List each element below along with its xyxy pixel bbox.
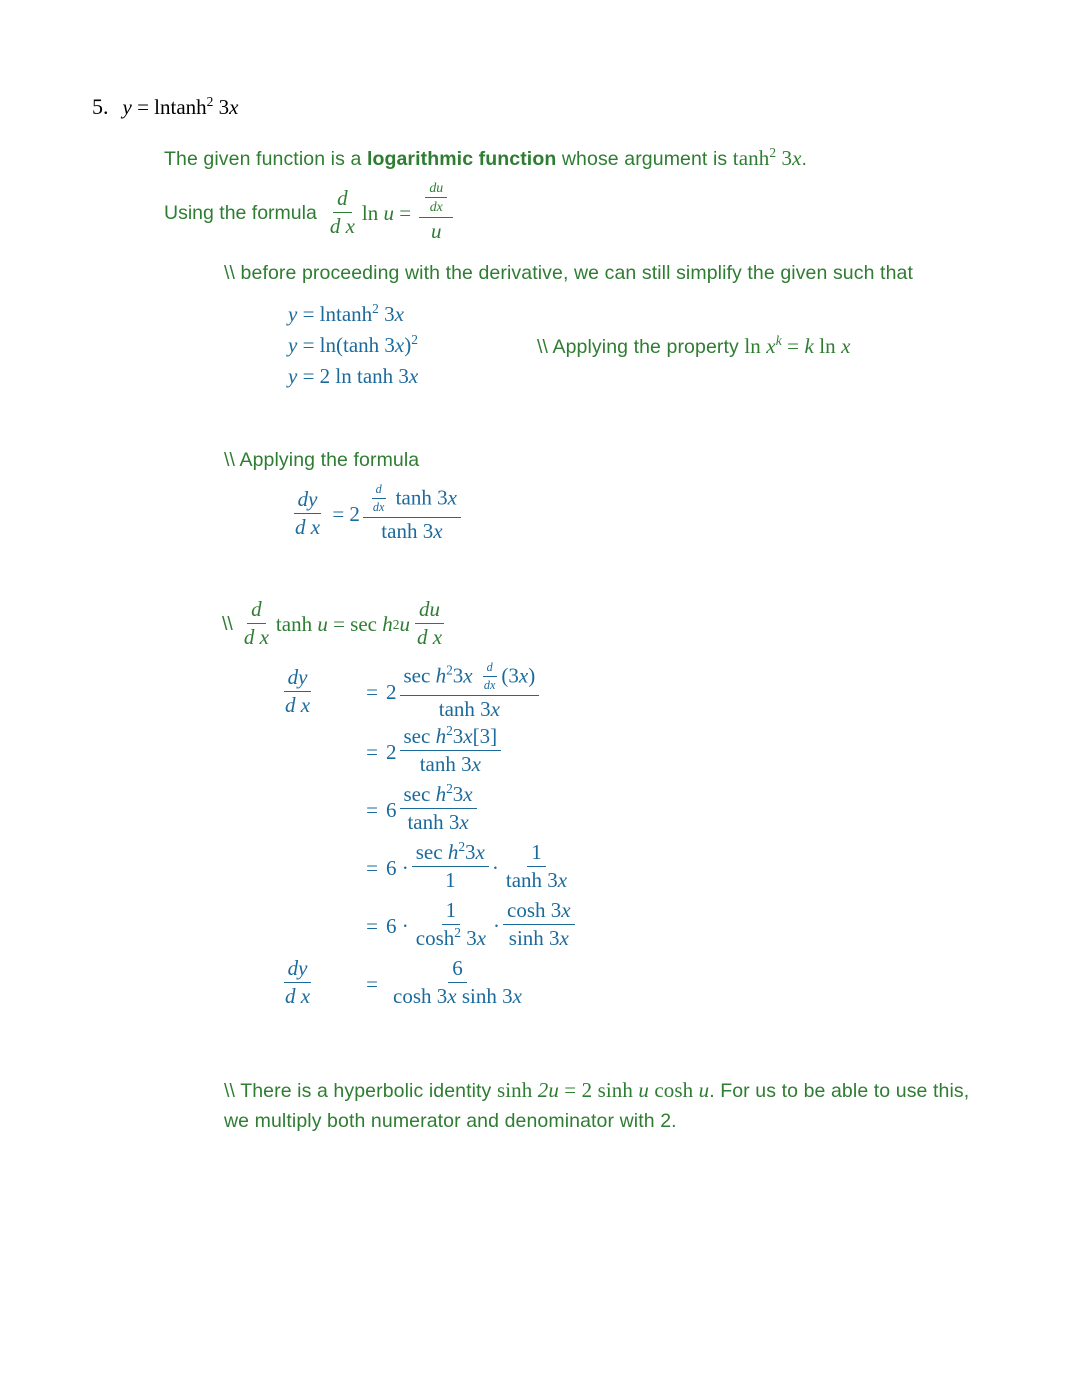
row2-argvar: x [463, 724, 473, 749]
formula-dx: d x [329, 213, 355, 238]
formula-u: u [383, 201, 394, 225]
row2-sec: sec [403, 724, 436, 749]
row4-coefficient: 6 [386, 855, 397, 880]
row1-exp: 2 [446, 662, 453, 678]
row6-dydx [281, 956, 314, 1009]
formula-math [323, 182, 456, 245]
problem-tanh: tanh [170, 95, 207, 119]
statement-tanh: tanh [732, 146, 770, 170]
statement-part2: whose argument is [556, 148, 733, 170]
row6-dy: dy [287, 956, 308, 981]
row1-tail-close: ) [528, 663, 536, 688]
note-property-prefix: \\ Applying the property [537, 336, 745, 358]
simplify1-coef: 3 [384, 302, 395, 326]
row1-equals: = [366, 680, 378, 704]
rule-tanh-u2: u [399, 612, 410, 636]
row4-fraction-1 [412, 840, 489, 893]
row3-den-func: tanh 3 [407, 810, 460, 835]
row4-exp: 2 [458, 839, 466, 855]
rule-tanh-u: u [317, 612, 328, 636]
row2-fraction [400, 724, 502, 777]
statement-period: . [801, 148, 808, 170]
deriv1-num-d: d [375, 482, 382, 497]
row4-den-1: 1 [445, 868, 456, 893]
note-hyperbolic-identity [224, 1075, 984, 1136]
row2-exp: 2 [446, 723, 453, 739]
problem-equation [123, 95, 239, 120]
row5-num2-func: cosh 3 [507, 898, 562, 923]
row4-den2-var: x [557, 868, 568, 893]
simplify-line-3 [288, 361, 418, 392]
formula-result-fraction [419, 181, 453, 244]
row5-num2-var: x [561, 898, 571, 923]
statement-part1: The given function is a [164, 148, 367, 170]
statement-arg-var: x [792, 146, 802, 170]
simplify3-coefficient: 2 [319, 364, 331, 388]
row5-den2-var: x [559, 926, 569, 951]
problem-arg-variable: x [229, 95, 239, 119]
rule-tanh-ddx [240, 597, 273, 650]
deriv1-den-func: tanh 3 [381, 518, 434, 543]
simplify1-func: tanh [336, 302, 373, 326]
row3-den-var: x [459, 810, 469, 835]
note-property-k: k [804, 334, 814, 358]
statement-exp: 2 [769, 145, 777, 160]
row1-den-func: tanh 3 [438, 696, 491, 721]
row4-dot-2: · [491, 855, 499, 880]
row2-h: h [435, 724, 447, 749]
note-identity-suffix1: . For us to be able to use this, [709, 1080, 970, 1102]
note-property-equals: = [787, 334, 800, 358]
formula-ddx-fraction [326, 186, 359, 239]
row4-h: h [447, 840, 459, 865]
row2-den-func: tanh 3 [419, 752, 472, 777]
deriv1-dydx [291, 487, 324, 540]
row6-dx: d x [285, 984, 311, 1009]
simplify1-var: x [394, 302, 404, 326]
simplify2-y: y [288, 333, 298, 357]
note-property-x1: x [766, 334, 776, 358]
formula-equals: = [399, 201, 412, 225]
deriv1-dy: dy [297, 486, 318, 511]
statement-inline-math [733, 146, 802, 170]
simplify2-ln: ln( [319, 333, 343, 357]
deriv1-inner-ddx [369, 482, 389, 515]
note-identity-cosh: cosh [654, 1078, 694, 1102]
row6-den-var2: x [512, 984, 522, 1009]
simplify3-func: tanh [357, 364, 394, 388]
row3-fraction [400, 782, 477, 835]
row1-dx: d x [285, 692, 311, 717]
derivation-row-2 [278, 723, 578, 781]
given-function-statement [164, 143, 807, 175]
simplify-line-1 [288, 299, 418, 330]
rule-tanh-func: tanh [275, 612, 313, 636]
row2-den-var: x [471, 752, 481, 777]
simplify1-ln: ln [319, 302, 337, 326]
simplify2-exp: 2 [411, 332, 418, 347]
deriv1-num-var: x [447, 485, 457, 510]
row2-arg: 3 [452, 724, 464, 749]
note-identity-prefix: \\ There is a hyperbolic identity [224, 1080, 497, 1102]
note-property-ln1: ln [744, 334, 761, 358]
simplify-line-2 [288, 330, 418, 361]
row1-inner-dx: dx [483, 678, 496, 693]
formula-ln: ln [361, 201, 379, 225]
formula-denominator-u: u [431, 218, 442, 243]
row3-argvar: x [463, 782, 473, 807]
row1-tail-var: x [518, 663, 529, 688]
row5-dot-1: · [401, 913, 409, 938]
derivation-row-3 [278, 781, 578, 839]
deriv1-coefficient: 2 [349, 502, 360, 526]
simplify2-equals: = [302, 333, 315, 357]
derivation-row-6 [278, 955, 578, 1013]
deriv1-dx: d x [295, 514, 321, 539]
row2-bracket: [3] [472, 724, 498, 749]
row6-den-var1: x [447, 984, 457, 1009]
row6-equals: = [366, 971, 378, 996]
rule-tanh-dx2: d x [416, 624, 443, 649]
note-identity-u1: u [638, 1078, 649, 1102]
problem-equals: = [137, 95, 149, 119]
note-before-proceeding: \\ before proceeding with the derivative, we can still simplify the given such that [224, 262, 913, 284]
derivation-row-4 [278, 839, 578, 897]
tanh-derivative-rule: \\ $\frac{d}{\text{d x}}$ tanh u = sec h 2 u $\frac{du}{\text{d x}}$ [222, 598, 449, 651]
row4-sec: sec [415, 840, 448, 865]
row4-den2-func: tanh 3 [505, 868, 558, 893]
problem-ln: ln [154, 95, 171, 119]
note-log-property [537, 331, 851, 363]
row5-dot-2: · [493, 913, 501, 938]
row1-dy: dy [287, 664, 308, 689]
note-property-x2: x [841, 334, 851, 358]
simplify3-equals: = [302, 364, 315, 388]
row2-equals: = [366, 739, 378, 764]
note-property-ln2: ln [819, 334, 836, 358]
rule-tanh-du: du [419, 596, 440, 621]
simplify3-y: y [288, 364, 298, 388]
note-property-k-exp: k [775, 333, 782, 348]
row1-h: h [435, 663, 447, 688]
row4-argvar: x [475, 840, 485, 865]
row5-den2-func: sinh 3 [508, 926, 560, 951]
simplify2-var: x [394, 333, 405, 357]
simplify3-var: x [408, 364, 419, 388]
derivation-row-1 [278, 662, 578, 723]
row4-fraction-2 [502, 840, 571, 893]
row5-den1-argvar: x [476, 926, 487, 951]
row1-sec: sec [403, 663, 436, 688]
note-identity-two: 2 [581, 1078, 593, 1102]
note-applying-formula: \\ Applying the formula [224, 449, 420, 471]
formula-du: du [429, 180, 444, 196]
row5-equals: = [366, 913, 378, 938]
row1-dydx [281, 665, 314, 718]
row6-den-sinh: sinh 3 [456, 984, 513, 1009]
simplification-block [288, 299, 418, 392]
note-identity-u2: u [698, 1078, 710, 1102]
formula-lead-text: Using the formula [164, 202, 317, 224]
statement-bold-term: logarithmic function [366, 148, 557, 170]
problem-arg-coefficient: 3 [218, 95, 230, 119]
row1-coefficient: 2 [386, 680, 397, 704]
deriv1-main-fraction [363, 483, 461, 544]
row3-h: h [435, 782, 447, 807]
row1-arg: 3 [452, 663, 464, 688]
row5-coefficient: 6 [386, 913, 397, 938]
problem-exponent: 2 [206, 94, 214, 109]
simplify2-func: tanh [343, 333, 385, 357]
problem-statement [92, 94, 238, 120]
rule-tanh-d: d [251, 596, 262, 621]
row4-equals: = [366, 855, 378, 880]
rule-tanh-equals: = [333, 612, 345, 636]
row1-den-var: x [490, 696, 500, 721]
row6-den-cosh: cosh 3 [393, 984, 448, 1009]
simplify2-coef: 3 [384, 333, 395, 357]
statement-arg-num: 3 [781, 146, 793, 170]
row6-num: 6 [452, 956, 463, 981]
problem-y: y [122, 95, 132, 119]
row3-exp: 2 [446, 781, 453, 797]
simplify2-close: ) [404, 333, 412, 357]
row5-num-1: 1 [445, 898, 457, 923]
row2-coefficient: 2 [386, 739, 397, 764]
note-identity-equals: = [564, 1078, 577, 1102]
deriv1-equals: = [332, 502, 345, 526]
row3-sec: sec [403, 782, 436, 807]
derivative-equation-first [288, 484, 464, 545]
note-identity-sinh: sinh [496, 1078, 533, 1102]
rule-tanh-h: h [382, 612, 393, 636]
formula-d: d [337, 185, 348, 210]
row1-tail-open: (3 [501, 663, 519, 688]
row3-equals: = [366, 797, 378, 822]
row4-num-2: 1 [531, 840, 542, 865]
derivation-chain [278, 662, 578, 1013]
row3-coefficient: 6 [386, 797, 397, 822]
problem-number: 5. [92, 94, 109, 119]
simplify1-y: y [288, 302, 298, 326]
note-property-math [744, 334, 850, 358]
row1-inner-ddx [480, 660, 500, 693]
deriv1-num-dx: dx [372, 500, 385, 515]
note-identity-suffix2: we multiply both numerator and denominator with 2. [224, 1109, 677, 1132]
simplify3-coef: 3 [398, 364, 409, 388]
row6-fraction [389, 956, 526, 1009]
formula-dx-small: dx [429, 199, 443, 215]
row5-fraction-2 [503, 898, 575, 951]
derivation-row-5 [278, 897, 578, 955]
note-identity-two-u: 2u [537, 1078, 559, 1102]
rule-tanh-dx: d x [243, 624, 269, 649]
rule-tanh-slashes: \\ [222, 613, 233, 635]
deriv1-num-func: tanh 3 [395, 485, 448, 510]
simplify1-equals: = [302, 302, 315, 326]
formula-du-dx-fraction [425, 180, 447, 215]
row4-dot-1: · [401, 855, 409, 880]
note-identity-sinh2: sinh [597, 1078, 633, 1102]
rule-tanh-dudx [413, 597, 446, 650]
row5-den1-arg: 3 [460, 926, 477, 951]
row1-fraction [400, 661, 540, 722]
note-identity-math [497, 1078, 709, 1102]
row1-inner-d: d [486, 660, 493, 675]
deriv1-den-var: x [433, 518, 443, 543]
row1-argvar: x [463, 663, 473, 688]
row5-den1-exp: 2 [454, 925, 461, 941]
row4-arg: 3 [465, 840, 476, 865]
rule-tanh-sec: sec [350, 612, 377, 636]
row5-fraction-1 [412, 898, 490, 951]
simplify1-exp: 2 [372, 301, 379, 316]
row3-arg: 3 [452, 782, 464, 807]
simplify3-ln: ln [335, 364, 352, 388]
ln-derivative-formula [164, 182, 456, 245]
row5-den1-func: cosh [415, 926, 455, 951]
